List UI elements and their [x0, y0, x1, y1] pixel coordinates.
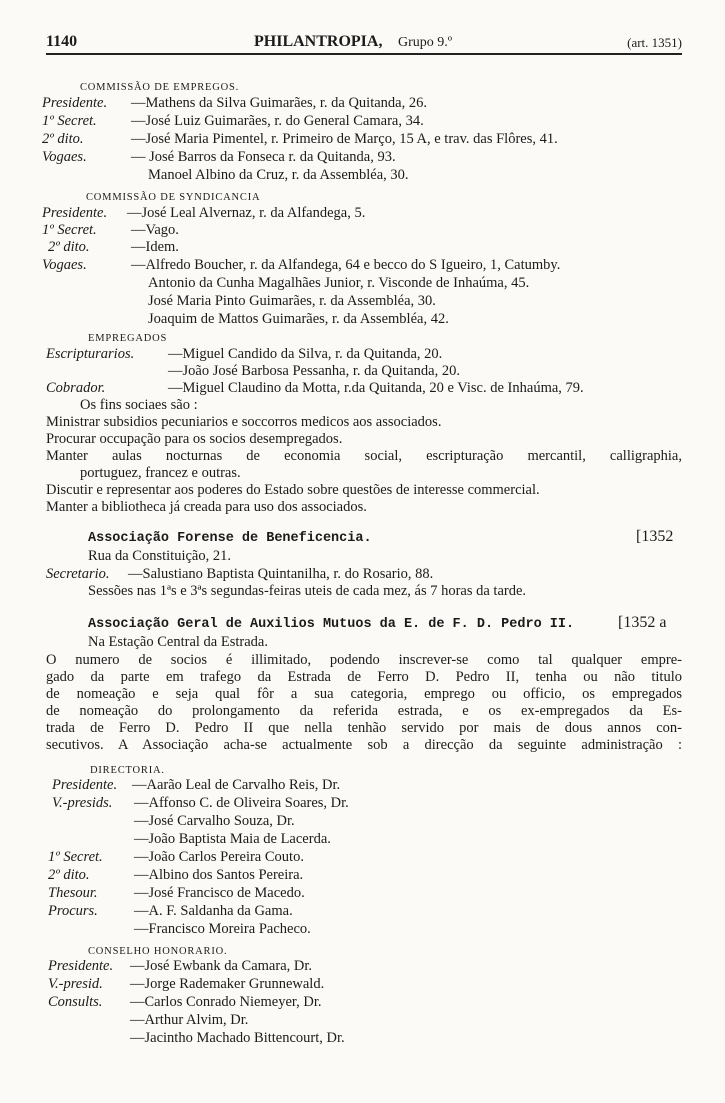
- empregos-dito: —José Maria Pimentel, r. Primeiro de Março, 15 A, e trav. das Flôres, 41.: [131, 131, 558, 147]
- directoria-secret: —João Carlos Pereira Couto.: [134, 849, 304, 865]
- syndicancia-vogal: Joaquim de Mattos Guimarães, r. da Assembléa, 42.: [148, 311, 449, 327]
- conselho-vpresid-label: V.-presid.: [48, 976, 103, 992]
- directoria-thesour: —José Francisco de Macedo.: [134, 885, 305, 901]
- directoria-presidente-label: Presidente.: [52, 777, 118, 793]
- directoria-presidente: —Aarão Leal de Carvalho Reis, Dr.: [132, 777, 341, 793]
- conselho-presidente-label: Presidente.: [48, 958, 114, 974]
- running-header: [46, 33, 682, 55]
- directoria-dito-label: 2º dito.: [48, 867, 90, 883]
- empregos-secret-label: 1º Secret.: [42, 113, 97, 129]
- escripturario: —João José Barbosa Pessanha, r. da Quitanda, 20.: [168, 363, 460, 379]
- mutuos-paragraph-line: gado da parte em trafego da Estrada de Ferro D. Pedro II, tenha ou não titulo: [46, 669, 682, 685]
- syndicancia-heading: COMMISSÃO DE SYNDICANCIA: [86, 192, 261, 203]
- fins-line: Manter a bibliotheca já creada para uso dos associados.: [46, 499, 367, 515]
- empregos-vogal: — José Barros da Fonseca r. da Quitanda, 93.: [131, 149, 396, 165]
- escripturario: —Miguel Candido da Silva, r. da Quitanda, 20.: [168, 346, 443, 362]
- conselho-consults-label: Consults.: [48, 994, 103, 1010]
- fins-line: Manter aulas nocturnas de economia social, escripturação mercantil, calligraphia,: [46, 448, 682, 464]
- syndicancia-presidente-label: Presidente.: [42, 205, 108, 221]
- mutuos-paragraph-line: de nomeação do prolongamento da referida estrada, e os ex-empregados da Es-: [46, 703, 682, 719]
- directoria-vpresids-label: V.-presids.: [52, 795, 113, 811]
- mutuos-paragraph-line: secutivos. A Associação acha-se actualmente sob a direcção da seguinte administração :: [46, 737, 682, 753]
- mutuos-paragraph-line: trada de Ferro D. Pedro II que nella tenhão servido por mais de dous annos con-: [46, 720, 682, 736]
- directoria-procurs-label: Procurs.: [48, 903, 98, 919]
- forense-title: Associação Forense de Beneficencia.: [88, 531, 372, 546]
- cobrador: —Miguel Claudino da Motta, r.da Quitanda, 20 e Visc. de Inhaúma, 79.: [168, 380, 584, 396]
- conselho-consult: —Carlos Conrado Niemeyer, Dr.: [130, 994, 322, 1010]
- directoria-vpresid: —José Carvalho Souza, Dr.: [134, 813, 295, 829]
- mutuos-paragraph-line: O numero de socios é illimitado, podendo inscrever-se como tal qualquer empre-: [46, 652, 682, 668]
- empregos-presidente-label: Presidente.: [42, 95, 108, 111]
- header-rule: [46, 53, 682, 55]
- conselho-presidente: —José Ewbank da Camara, Dr.: [130, 958, 313, 974]
- empregos-heading: COMMISSÃO DE EMPREGOS.: [80, 82, 240, 93]
- fins-line: Discutir e representar aos poderes do Estado sobre questões de interesse commercial.: [46, 482, 540, 498]
- syndicancia-secret-label: 1º Secret.: [42, 222, 97, 238]
- syndicancia-vogal: —Alfredo Boucher, r. da Alfandega, 64 e becco do S Igueiro, 1, Catumby.: [131, 257, 561, 273]
- mutuos-title: Associação Geral de Auxilios Mutuos da E. de F. D. Pedro II.: [88, 617, 575, 632]
- conselho-vpresid: —Jorge Rademaker Grunnewald.: [130, 976, 325, 992]
- conselho-consult: —Jacintho Machado Bittencourt, Dr.: [130, 1030, 345, 1046]
- empregados-heading: EMPREGADOS: [88, 333, 168, 344]
- header-title: PHILANTROPIA,: [254, 33, 383, 50]
- syndicancia-vogaes-label: Vogaes.: [42, 257, 87, 273]
- header-group: Grupo 9.º: [398, 35, 453, 50]
- header-article: (art. 1351): [627, 35, 682, 50]
- empregos-vogaes-label: Vogaes.: [42, 149, 87, 165]
- directoria-secret-label: 1º Secret.: [48, 849, 103, 865]
- conselho-heading: CONSELHO HONORARIO.: [88, 946, 228, 957]
- directoria-dito: —Albino dos Santos Pereira.: [134, 867, 304, 883]
- directoria-vpresid: —João Baptista Maia de Lacerda.: [134, 831, 331, 847]
- directoria-thesour-label: Thesour.: [48, 885, 98, 901]
- escripturarios-label: Escripturarios.: [46, 346, 135, 362]
- mutuos-number: [1352 a: [618, 614, 667, 631]
- mutuos-paragraph-line: de nomeação e seja qual fôr a sua categoria, emprego ou officio, os empregados: [46, 686, 682, 702]
- fins-line: Ministrar subsidios pecuniarios e soccorros medicos aos associados.: [46, 414, 442, 430]
- empregos-presidente: —Mathens da Silva Guimarães, r. da Quitanda, 26.: [131, 95, 427, 111]
- fins-intro: Os fins sociaes são :: [80, 397, 198, 413]
- directoria-procur: —A. F. Saldanha da Gama.: [134, 903, 293, 919]
- cobrador-label: Cobrador.: [46, 380, 106, 396]
- empregos-vogal: Manoel Albino da Cruz, r. da Assembléa, 30.: [148, 167, 409, 183]
- empregos-secret: —José Luiz Guimarães, r. do General Camara, 34.: [131, 113, 424, 129]
- fins-line: Procurar occupação para os socios desempregados.: [46, 431, 343, 447]
- syndicancia-dito: —Idem.: [131, 239, 179, 255]
- empregos-dito-label: 2º dito.: [42, 131, 84, 147]
- conselho-consult: —Arthur Alvim, Dr.: [130, 1012, 249, 1028]
- forense-number: [1352: [636, 528, 674, 545]
- forense-sessoes: Sessões nas 1ªs e 3ªs segundas-feiras uteis de cada mez, ás 7 horas da tarde.: [88, 583, 527, 599]
- forense-secretario-label: Secretario.: [46, 566, 110, 582]
- fins-line: portuguez, francez e outras.: [80, 465, 241, 481]
- syndicancia-vogal: José Maria Pinto Guimarães, r. da Assembléa, 30.: [148, 293, 436, 309]
- syndicancia-presidente: —José Leal Alvernaz, r. da Alfandega, 5.: [127, 205, 366, 221]
- forense-address: Rua da Constituição, 21.: [88, 548, 231, 564]
- syndicancia-vogal: Antonio da Cunha Magalhães Junior, r. Visconde de Inhaúma, 45.: [148, 275, 530, 291]
- page-number: 1140: [46, 33, 78, 50]
- directoria-heading: DIRECTORIA.: [90, 765, 165, 776]
- mutuos-address: Na Estação Central da Estrada.: [88, 634, 268, 650]
- syndicancia-secret: —Vago.: [131, 222, 179, 238]
- syndicancia-dito-label: 2º dito.: [48, 239, 90, 255]
- directoria-vpresid: —Affonso C. de Oliveira Soares, Dr.: [134, 795, 349, 811]
- directoria-procur: —Francisco Moreira Pacheco.: [134, 921, 311, 937]
- forense-secretario: —Salustiano Baptista Quintanilha, r. do Rosario, 88.: [128, 566, 434, 582]
